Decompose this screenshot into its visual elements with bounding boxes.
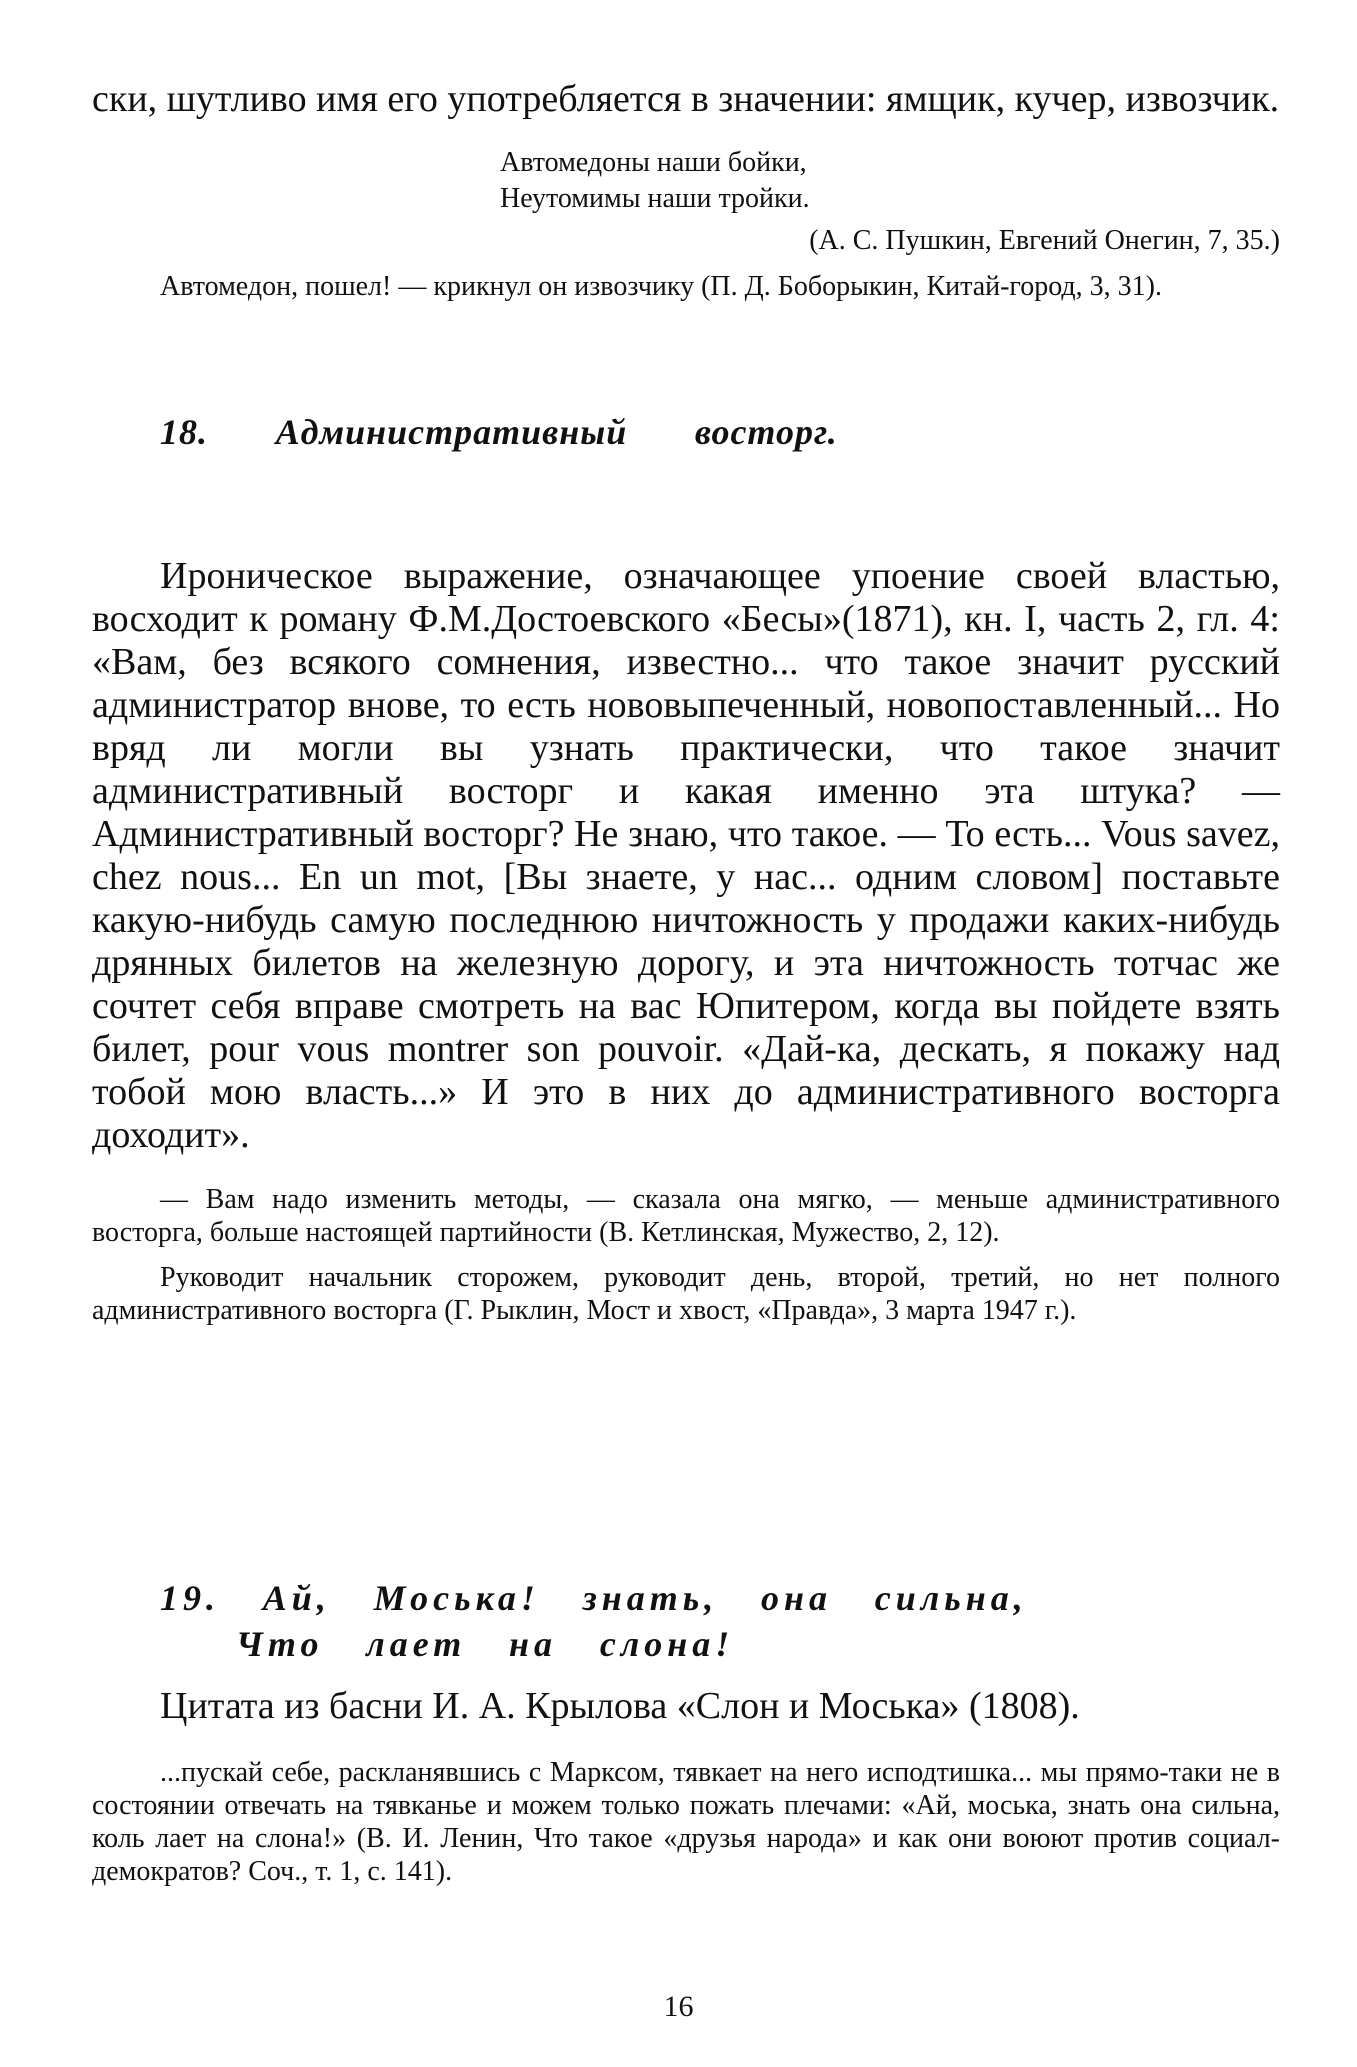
verse-source: (А. С. Пушкин, Евгений Онегин, 7, 35.) (809, 225, 1280, 256)
usage-example: Руководит начальник сторожем, руководит день, второй, третий, но нет полного административного восторга (Г. Рыклин, Мост и хвост, «Правда», 3 марта 1947 г.). (92, 1262, 1280, 1326)
entry-19-heading-line1: 19. Ай, Моська! знать, она сильна, (160, 1578, 1028, 1618)
entry-19-heading (160, 1575, 1028, 1667)
entry-19 (92, 1685, 1280, 1888)
entry-18-body: Ироническое выражение, означающее упоение своей властью, восходит к роману Ф.М.Достоевского «Бесы»(1871), кн. I, часть 2, гл. 4: «Вам, без всякого сомнения, известно... что такое значит русский администратор внове, то есть нововыпеченный, новопоставленный... Но вряд ли могли вы узнать практически, что такое значит административный восторг и какая именно эта штука? — Административный восторг? Не знаю, что такое. — То есть... Vous savez, chez nous... En un mot, [Вы знаете, у нас... одним словом] поставьте какую-нибудь самую последнюю ничтожность у продажи каких-нибудь дрянных билетов на железную дорогу, и эта ничтожность тотчас же сочтет себя вправе смотреть на вас Юпитером, когда вы пойдете взять билет, pour vous montrer son pouvoir. «Дай-ка, дескать, я покажу над тобой мою власть...» И это в них до административного восторга доходит». (92, 555, 1280, 1156)
entry-19-heading-line2: Что лает на слона! (236, 1624, 735, 1664)
usage-example: ...пускай себе, раскланявшись с Марксом, тявкает на него исподтишка... мы прямо-таки не в состоянии отвечать на тявканье и можем только пожать плечами: «Ай, моська, знать она сильна, коль лает на слона!» (В. И. Ленин, Что такое «друзья народа» и как они воюют против социал-демократов? Соч., т. 1, с. 141). (92, 1757, 1280, 1887)
verse-line: Неутомимы наши тройки. (500, 183, 810, 214)
entry-18-heading: 18. Административный восторг. (160, 412, 838, 452)
usage-example: Автомедон, пошел! — крикнул он извозчику (П. Д. Боборыкин, Китай-город, 3, 31). (160, 271, 1162, 302)
page-number: 16 (663, 1990, 694, 2023)
page-top-section (92, 78, 1280, 305)
entry-18 (92, 555, 1280, 1327)
usage-example: — Вам надо изменить методы, — сказала она мягко, — меньше административного восторга, больше настоящей партийности (В. Кетлинская, Мужество, 2, 12). (92, 1184, 1280, 1248)
entry-19-body: Цитата из басни И. А. Крылова «Слон и Моська» (1808). (160, 1685, 1080, 1727)
continuation-paragraph: ски, шутливо имя его употребляется в значении: ямщик, кучер, извозчик. (92, 78, 1280, 120)
verse-line: Автомедоны наши бойки, (500, 147, 807, 178)
